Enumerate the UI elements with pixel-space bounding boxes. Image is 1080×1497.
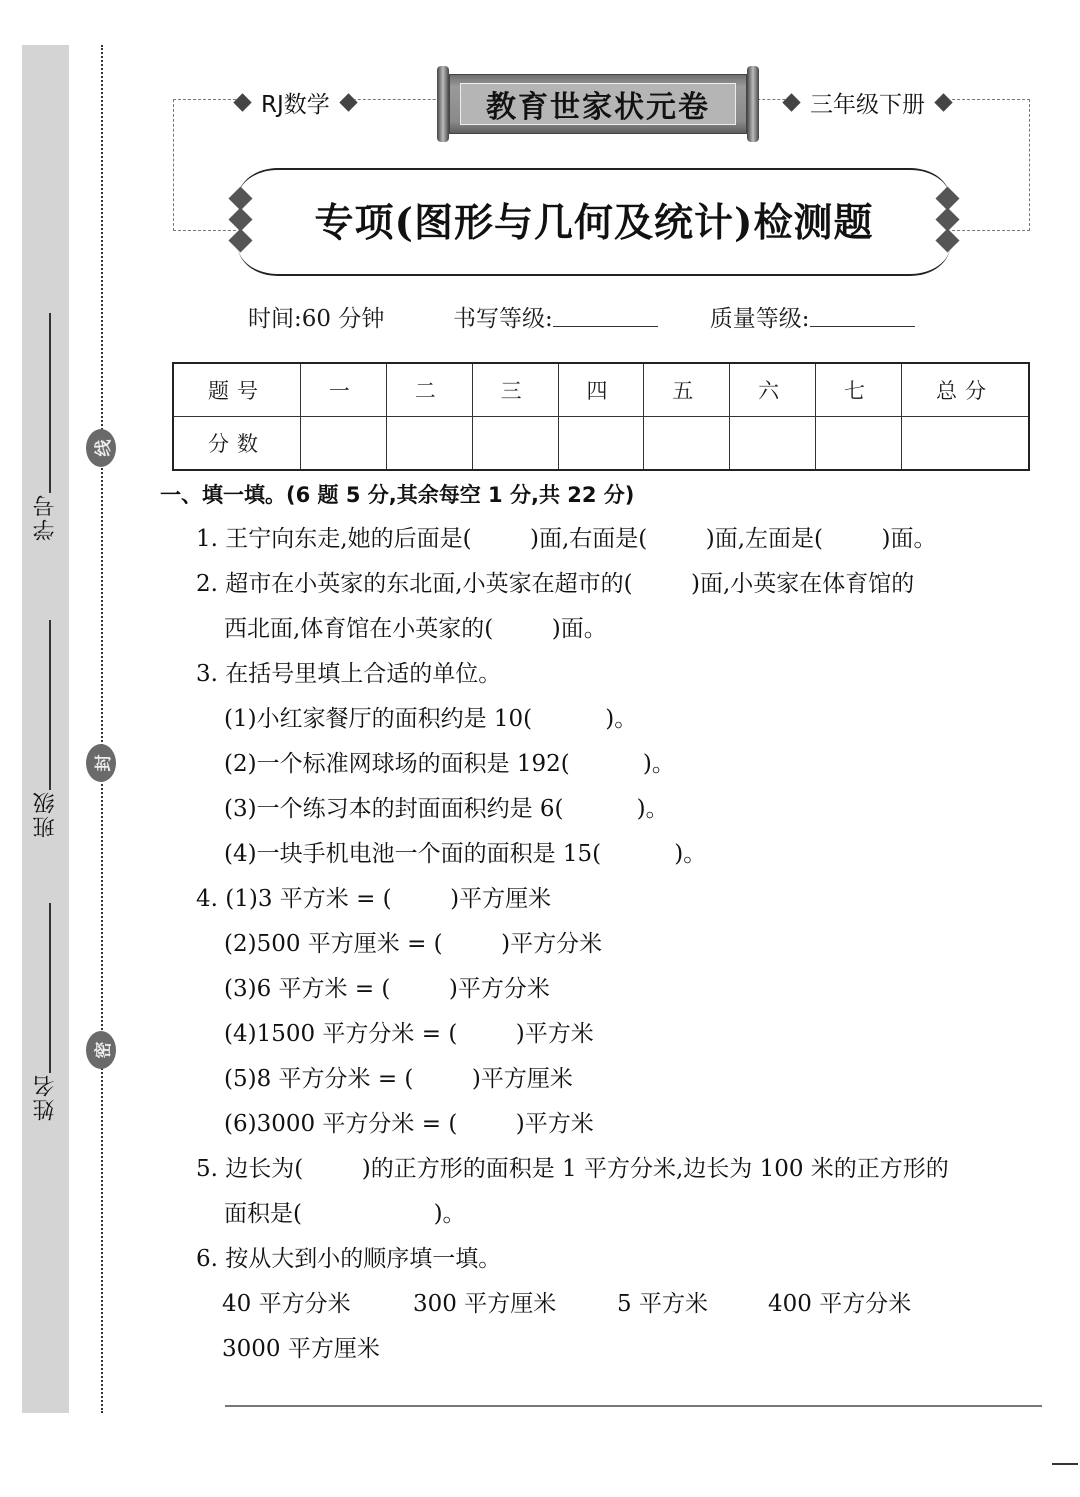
table-row bbox=[173, 417, 1029, 471]
right-diamond-stack bbox=[939, 190, 956, 249]
student-id-label: 学号 bbox=[33, 493, 58, 541]
class-label: 班级 bbox=[33, 790, 58, 838]
score-cell[interactable] bbox=[472, 417, 558, 471]
name-label: 姓名 bbox=[33, 1073, 58, 1121]
score-cell[interactable] bbox=[301, 417, 387, 471]
column-header: 七 bbox=[816, 363, 902, 417]
question-5: 5. 边长为( )的正方形的面积是 1 平方分米,边长为 100 米的正方形的 bbox=[196, 1156, 949, 1182]
right-tag-group bbox=[785, 86, 950, 119]
page-marker bbox=[1052, 1463, 1078, 1465]
question-1: 1. 王宁向东走,她的后面是( )面,右面是( )面,左面是( )面。 bbox=[196, 526, 937, 552]
seal-feng: 封 bbox=[86, 744, 116, 782]
answer-line[interactable] bbox=[225, 1405, 1042, 1407]
scroll-roller-icon bbox=[437, 66, 449, 142]
class-blank[interactable] bbox=[49, 620, 51, 790]
student-id-field bbox=[22, 313, 69, 541]
order-item: 5 平方米 bbox=[617, 1291, 708, 1317]
banner-text: 教育世家状元卷 bbox=[460, 83, 736, 125]
question-3-1: (1)小红家餐厅的面积约是 10( )。 bbox=[224, 706, 638, 732]
left-tag-group bbox=[236, 86, 355, 119]
class-field bbox=[22, 620, 69, 838]
score-cell[interactable] bbox=[644, 417, 730, 471]
question-3-2: (2)一个标准网球场的面积是 192( )。 bbox=[224, 751, 675, 777]
order-item: 3000 平方厘米 bbox=[222, 1336, 380, 1362]
column-header: 六 bbox=[730, 363, 816, 417]
score-cell[interactable] bbox=[558, 417, 644, 471]
banner-scroll bbox=[437, 66, 759, 142]
question-4-5: (5)8 平方分米 = ( )平方厘米 bbox=[224, 1066, 573, 1092]
seal-mi: 密 bbox=[86, 1031, 116, 1069]
binding-strip bbox=[22, 45, 69, 1413]
question-2-cont: 西北面,体育馆在小英家的( )面。 bbox=[224, 616, 607, 642]
question-5-cont: 面积是( )。 bbox=[224, 1201, 466, 1227]
order-item: 400 平方分米 bbox=[768, 1291, 912, 1317]
column-header: 五 bbox=[644, 363, 730, 417]
question-3: 3. 在括号里填上合适的单位。 bbox=[196, 661, 502, 687]
score-cell[interactable] bbox=[730, 417, 816, 471]
header-label: 题号 bbox=[173, 363, 301, 417]
scroll-roller-icon bbox=[747, 66, 759, 142]
diamond-icon bbox=[934, 93, 952, 111]
name-blank[interactable] bbox=[49, 903, 51, 1073]
diamond-icon bbox=[233, 93, 251, 111]
order-item: 300 平方厘米 bbox=[413, 1291, 557, 1317]
table-header-row bbox=[173, 363, 1029, 417]
question-4-3: (3)6 平方米 = ( )平方分米 bbox=[224, 976, 550, 1002]
column-header: 总分 bbox=[902, 363, 1030, 417]
column-header: 四 bbox=[558, 363, 644, 417]
diamond-icon bbox=[782, 93, 800, 111]
question-2: 2. 超市在小英家的东北面,小英家在超市的( )面,小英家在体育馆的 bbox=[196, 571, 915, 597]
column-header: 三 bbox=[472, 363, 558, 417]
question-4-2: (2)500 平方厘米 = ( )平方分米 bbox=[224, 931, 603, 957]
quality-grade-label: 质量等级: bbox=[709, 306, 810, 332]
diamond-icon bbox=[339, 93, 357, 111]
seal-xian: 线 bbox=[86, 429, 116, 467]
time-limit: 时间:60 分钟 bbox=[248, 306, 385, 332]
score-cell[interactable] bbox=[386, 417, 472, 471]
question-4-1: 4. (1)3 平方米 = ( )平方厘米 bbox=[196, 886, 552, 912]
score-table bbox=[172, 362, 1030, 471]
order-item: 40 平方分米 bbox=[222, 1291, 351, 1317]
page-title: 专项(图形与几何及统计)检测题 bbox=[314, 200, 874, 246]
diamond-icon bbox=[935, 228, 959, 252]
row-label: 分数 bbox=[173, 417, 301, 471]
question-3-4: (4)一块手机电池一个面的面积是 15( )。 bbox=[224, 841, 707, 867]
score-cell[interactable] bbox=[816, 417, 902, 471]
exam-info bbox=[248, 300, 968, 333]
grade-tag: 三年级下册 bbox=[806, 86, 929, 119]
cut-line bbox=[101, 45, 103, 1413]
question-6: 6. 按从大到小的顺序填一填。 bbox=[196, 1246, 502, 1272]
section-heading: 一、填一填。(6 题 5 分,其余每空 1 分,共 22 分) bbox=[160, 483, 635, 507]
title-box bbox=[238, 168, 950, 276]
score-cell[interactable] bbox=[902, 417, 1030, 471]
question-4-6: (6)3000 平方分米 = ( )平方米 bbox=[224, 1111, 594, 1137]
question-3-3: (3)一个练习本的封面面积约是 6( )。 bbox=[224, 796, 669, 822]
column-header: 一 bbox=[301, 363, 387, 417]
subject-tag: RJ数学 bbox=[257, 86, 334, 119]
name-field bbox=[22, 903, 69, 1121]
question-4-4: (4)1500 平方分米 = ( )平方米 bbox=[224, 1021, 594, 1047]
student-id-blank[interactable] bbox=[49, 313, 51, 493]
column-header: 二 bbox=[386, 363, 472, 417]
writing-grade-field[interactable] bbox=[553, 300, 658, 327]
writing-grade-label: 书写等级: bbox=[453, 306, 553, 332]
quality-grade-field[interactable] bbox=[810, 300, 915, 327]
